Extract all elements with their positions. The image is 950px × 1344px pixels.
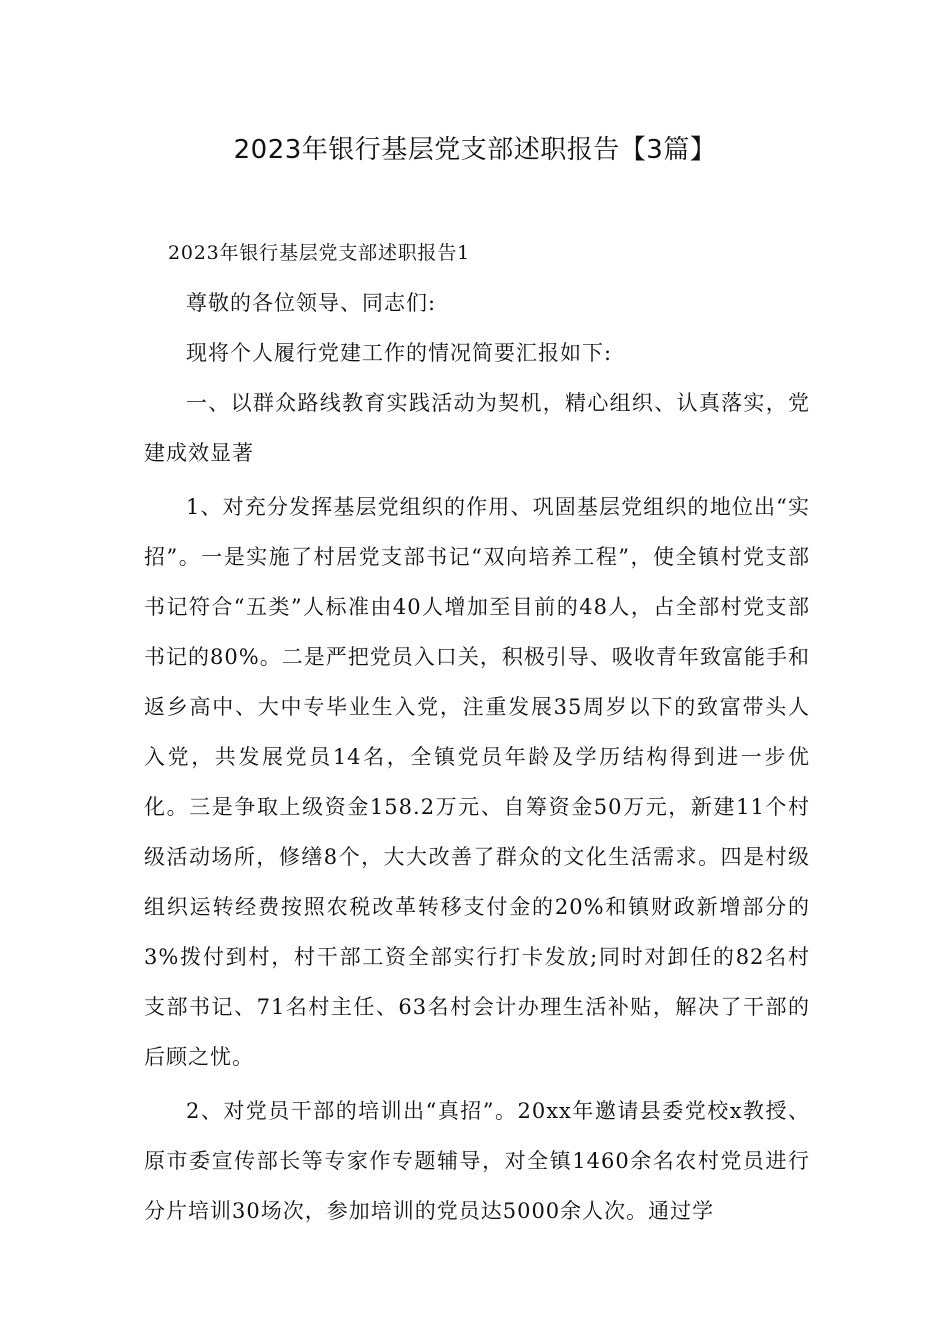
document-title: 2023年银行基层党支部述职报告【3篇】: [233, 135, 717, 165]
paragraph-item-2: 2、对党员干部的培训出“真招”。20xx年邀请县委党校x教授、原市委宣传部长等专家作专题辅导，对全镇1460余名农村党员进行分片培训30场次，参加培训的党员达5000余人次。通过学: [144, 1099, 810, 1223]
paragraph-item-1: 1、对充分发挥基层党组织的作用、巩固基层党组织的地位出“实招”。一是实施了村居党支部书记“双向培养工程”，使全镇村党支部书记符合“五类”人标准由40人增加至目前的48人，占全部村党支部书记的80%。二是严把党员入口关，积极引导、吸收青年致富能手和返乡高中、大中专毕业生入党，注重发展35周岁以下的致富带头人入党，共发展党员14名，全镇党员年龄及学历结构得到进一步优化。三是争取上级资金158.2万元、自筹资金50万元，新建11个村级活动场所，修缮8个，大大改善了群众的文化生活需求。四是村级组织运转经费按照农税改革转移支付金的20%和镇财政新增部分的3%拨付到村，村干部工资全部实行打卡发放;同时对卸任的82名村支部书记、71名村主任、63名村会计办理生活补贴，解决了干部的后顾之忧。: [144, 495, 810, 1069]
paragraph-heading-1: 一、以群众路线教育实践活动为契机，精心组织、认真落实，党建成效显著: [144, 391, 810, 465]
paragraph-salutation: 尊敬的各位领导、同志们:: [186, 291, 437, 315]
section-subtitle: 2023年银行基层党支部述职报告1: [168, 242, 471, 264]
paragraph-intro: 现将个人履行党建工作的情况简要汇报如下:: [186, 341, 613, 365]
document-body: [144, 278, 810, 1236]
